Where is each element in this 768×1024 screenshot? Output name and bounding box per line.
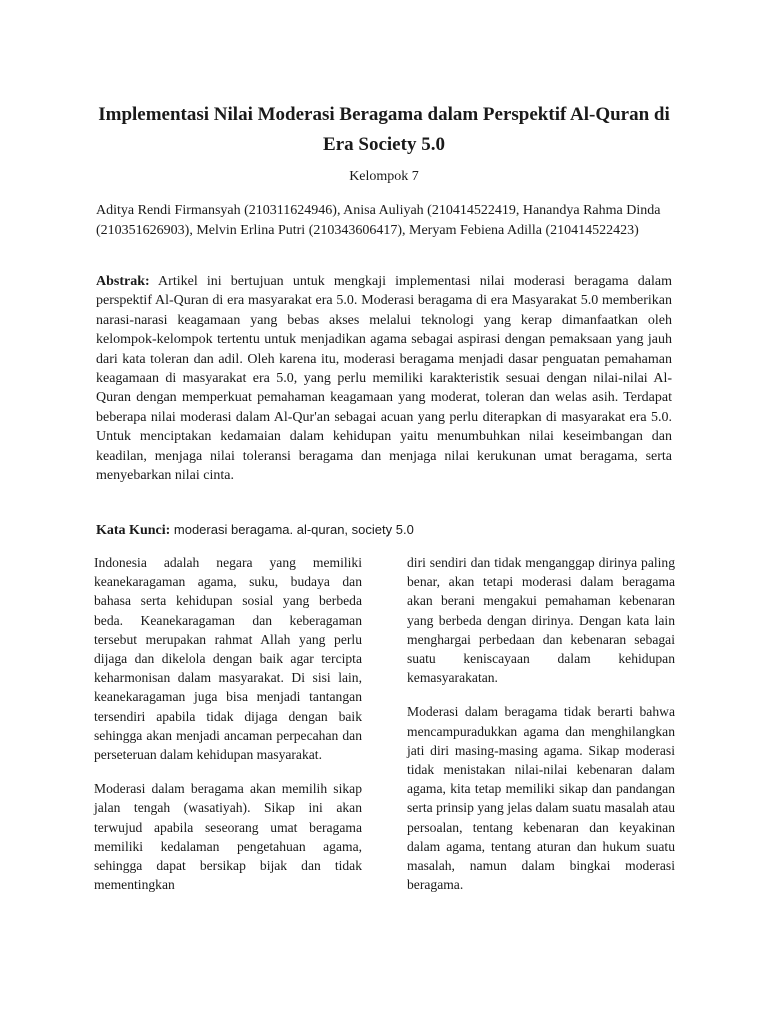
abstract-label: Abstrak: (96, 274, 150, 289)
group-name: Kelompok 7 (349, 169, 419, 184)
author-list: Aditya Rendi Firmansyah (210311624946), Anisa Auliyah (210414522419, Hanandya Rahma Dinda (210351626903), Melvin Erlina Putri (210343606417), Meryam Febiena Adilla (210414522423) (96, 203, 661, 238)
abstract (96, 272, 672, 485)
left-column (94, 553, 362, 909)
body-paragraph: diri sendiri dan tidak menganggap dirinya paling benar, akan tetapi moderasi dalam beragama akan berani mengakui pemahaman kebenaran yang berbeda dengan dirinya. Dengan kata lain menghargai perbedaan dan kebenaran sebagai suatu keniscayaan dalam kehidupan kemasyarakatan. (407, 555, 675, 686)
body-paragraph: Indonesia adalah negara yang memiliki keanekaragaman agama, suku, budaya dan bahasa serta kehidupan sosial yang berbeda beda. Keanekaragaman dan keberagaman tersebut merupakan rahmat Allah yang perlu dijaga dan dikelola dengan baik agar tercipta keharmonisan dalam masyarakat. Di sisi lain, keanekaragaman juga bisa menjadi tantangan tersendiri apabila tidak dijaga dengan baik sehingga akan menjadi ancaman perpecahan dan perseteruan dalam kehidupan masyarakat. (94, 555, 362, 763)
keywords-text: moderasi beragama. al-quran, society 5.0 (170, 522, 414, 537)
keywords (96, 520, 672, 541)
paper-title: Implementasi Nilai Moderasi Beragama dalam Perspektif Al-Quran di Era Society 5.0 (98, 104, 670, 155)
abstract-text: Artikel ini bertujuan untuk mengkaji implementasi nilai moderasi beragama dalam perspektif Al-Quran di era masyarakat era 5.0. Moderasi beragama di era Masyarakat 5.0 memberikan narasi-narasi keagamaan yang bebas akses melalui teknologi yang kerap dimanfaatkan oleh kelompok-kelompok tertentu untuk menjadikan agama sebagai aspirasi dengan pemaksaan yang jauh dari kata toleran dan adil. Oleh karena itu, moderasi beragama menjadi dasar penguatan pemahaman keagamaan di masyarakat era 5.0, yang perlu memiliki karakteristik sesuai dengan nilai-nilai Al-Quran dengan memperkuat pemahaman keagamaan yang moderat, toleran dan welas asih. Terdapat beberapa nilai moderasi dalam Al-Qur'an sebagai acuan yang perlu diterapkan di masyarakat era 5.0. Untuk menciptakan kedamaian dalam kehidupan yaitu menumbuhkan nilai keseimbangan dan keadilan, menjaga nilai toleransi beragama dan menjaga nilai kerukunan umat beragama, serta menyebarkan nilai cinta. (96, 274, 672, 484)
keywords-label: Kata Kunci: (96, 523, 171, 538)
body-paragraph: Moderasi dalam beragama akan memilih sikap jalan tengah (wasatiyah). Sikap ini akan terwujud apabila seseorang umat beragama memiliki kedalaman pengetahuan agama, sehingga dapat bersikap bijak dan tidak mementingkan (94, 781, 362, 893)
body-paragraph: Moderasi dalam beragama tidak berarti bahwa mencampuradukkan agama dan menghilangkan jati diri masing-masing agama. Sikap moderasi tidak menistakan nilai-nilai kebenaran dalam agama, kita tetap memiliki sikap dan pandangan serta prinsip yang jelas dalam suatu masalah atau persoalan, tentang kebenaran dan keyakinan dalam agama, tentang aturan dan hukum suatu masalah, namun dalam bingkai moderasi beragama. (407, 704, 675, 893)
right-column (407, 553, 675, 909)
